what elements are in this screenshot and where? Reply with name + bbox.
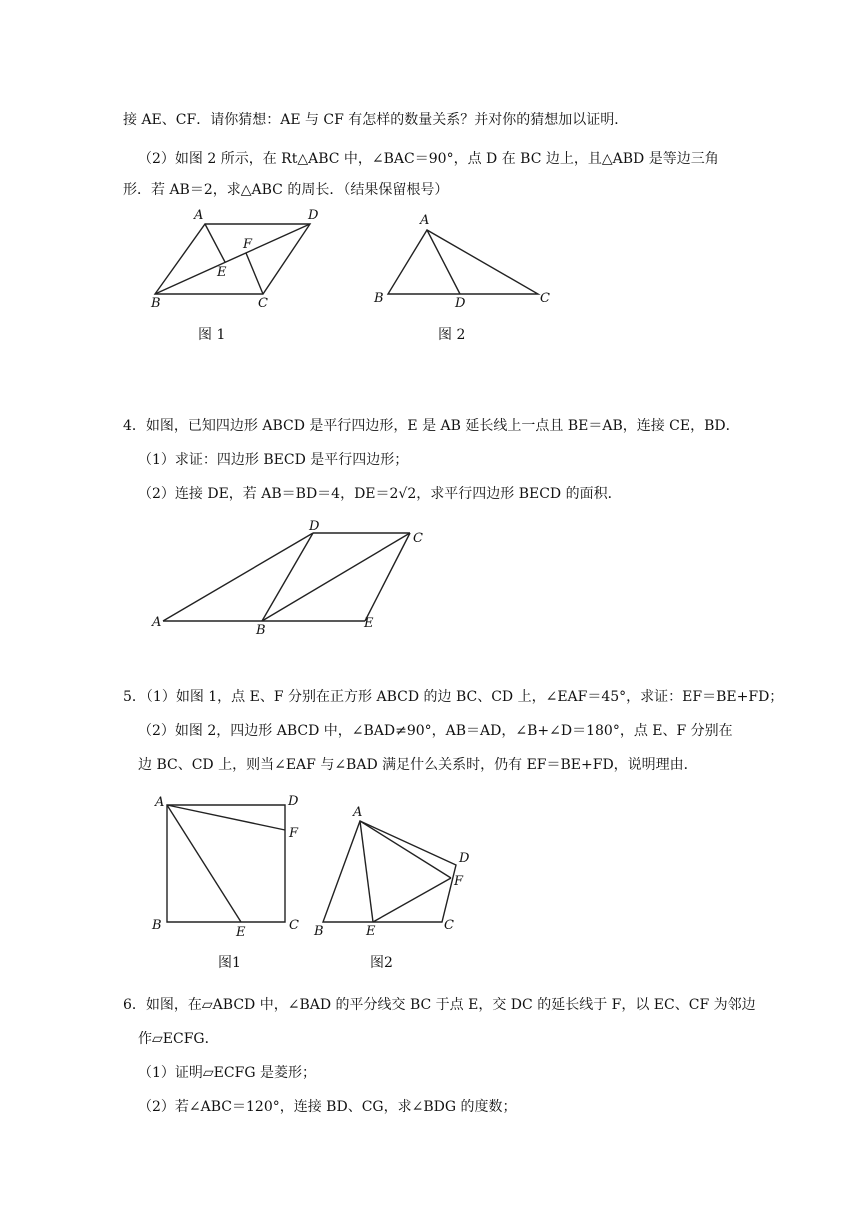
label-a: A [353, 805, 363, 820]
label-d: D [308, 208, 319, 223]
text-line-7: 5．（1）如图 1，点 E、F 分别在正方形 ABCD 的边 BC、CD 上，∠EAF＝45°，求证：EF＝BE+FD； [123, 689, 784, 705]
label-c: C [540, 291, 550, 306]
label-c: C [444, 918, 454, 933]
label-e: E [217, 265, 227, 280]
label-b: B [374, 291, 384, 306]
label-f: F [289, 826, 299, 841]
text-line-12: （1）证明▱ECFG 是菱形； [138, 1065, 316, 1081]
label-a: A [155, 795, 165, 810]
label-d: D [288, 794, 299, 809]
segment-af [360, 821, 451, 878]
text-line-9: 边 BC、CD 上，则当∠EAF 与∠BAD 满足什么关系时，仍有 EF＝BE+FD，说明理由． [138, 757, 698, 773]
caption-fig2-top: 图 2 [438, 327, 466, 343]
label-a: A [152, 615, 162, 630]
text-line-2: （2）如图 2 所示，在 Rt△ABC 中，∠BAC＝90°，点 D 在 BC 边上，且△ABD 是等边三角 [138, 151, 719, 167]
label-c: C [289, 918, 299, 933]
segment-ef [373, 878, 451, 922]
quadrilateral-abcd [323, 821, 456, 922]
text-line-6: （2）连接 DE，若 AB＝BD＝4，DE＝2√2，求平行四边形 BECD 的面积． [138, 486, 622, 502]
label-b: B [151, 296, 161, 311]
label-b: B [152, 918, 162, 933]
text-line-1: 接 AE、CF．请你猜想：AE 与 CF 有怎样的数量关系？并对你的猜想加以证明． [123, 112, 629, 128]
label-e: E [236, 925, 246, 940]
label-d: D [309, 519, 320, 534]
label-a: A [420, 213, 430, 228]
label-c: C [258, 296, 268, 311]
label-f: F [243, 237, 253, 252]
text-line-8: （2）如图 2，四边形 ABCD 中，∠BAD≠90°，AB＝AD，∠B+∠D＝180°，点 E、F 分别在 [138, 723, 733, 739]
label-b: B [314, 924, 324, 939]
segment-ae [360, 821, 373, 922]
text-line-11: 作▱ECFG． [138, 1031, 219, 1047]
caption-fig1-bottom: 图1 [218, 955, 241, 971]
text-line-3: 形．若 AB＝2，求△ABC 的周长．（结果保留根号） [123, 182, 449, 198]
text-line-13: （2）若∠ABC＝120°，连接 BD、CG，求∠BDG 的度数； [138, 1099, 517, 1115]
caption-fig2-bottom: 图2 [370, 955, 393, 971]
label-e: E [364, 616, 374, 631]
label-b: B [256, 623, 266, 638]
text-line-4: 4．如图，已知四边形 ABCD 是平行四边形，E 是 AB 延长线上一点且 BE＝AB，连接 CE，BD． [123, 418, 740, 434]
text-line-5: （1）求证：四边形 BECD 是平行四边形； [138, 452, 409, 468]
caption-fig1-top: 图 1 [198, 327, 226, 343]
label-d: D [455, 296, 466, 311]
text-line-10: 6．如图，在▱ABCD 中，∠BAD 的平分线交 BC 于点 E，交 DC 的延长线于 F，以 EC、CF 为邻边 [123, 997, 756, 1013]
label-f: F [454, 874, 464, 889]
label-d: D [459, 851, 470, 866]
label-e: E [366, 924, 376, 939]
label-a: A [194, 208, 204, 223]
label-c: C [413, 531, 423, 546]
